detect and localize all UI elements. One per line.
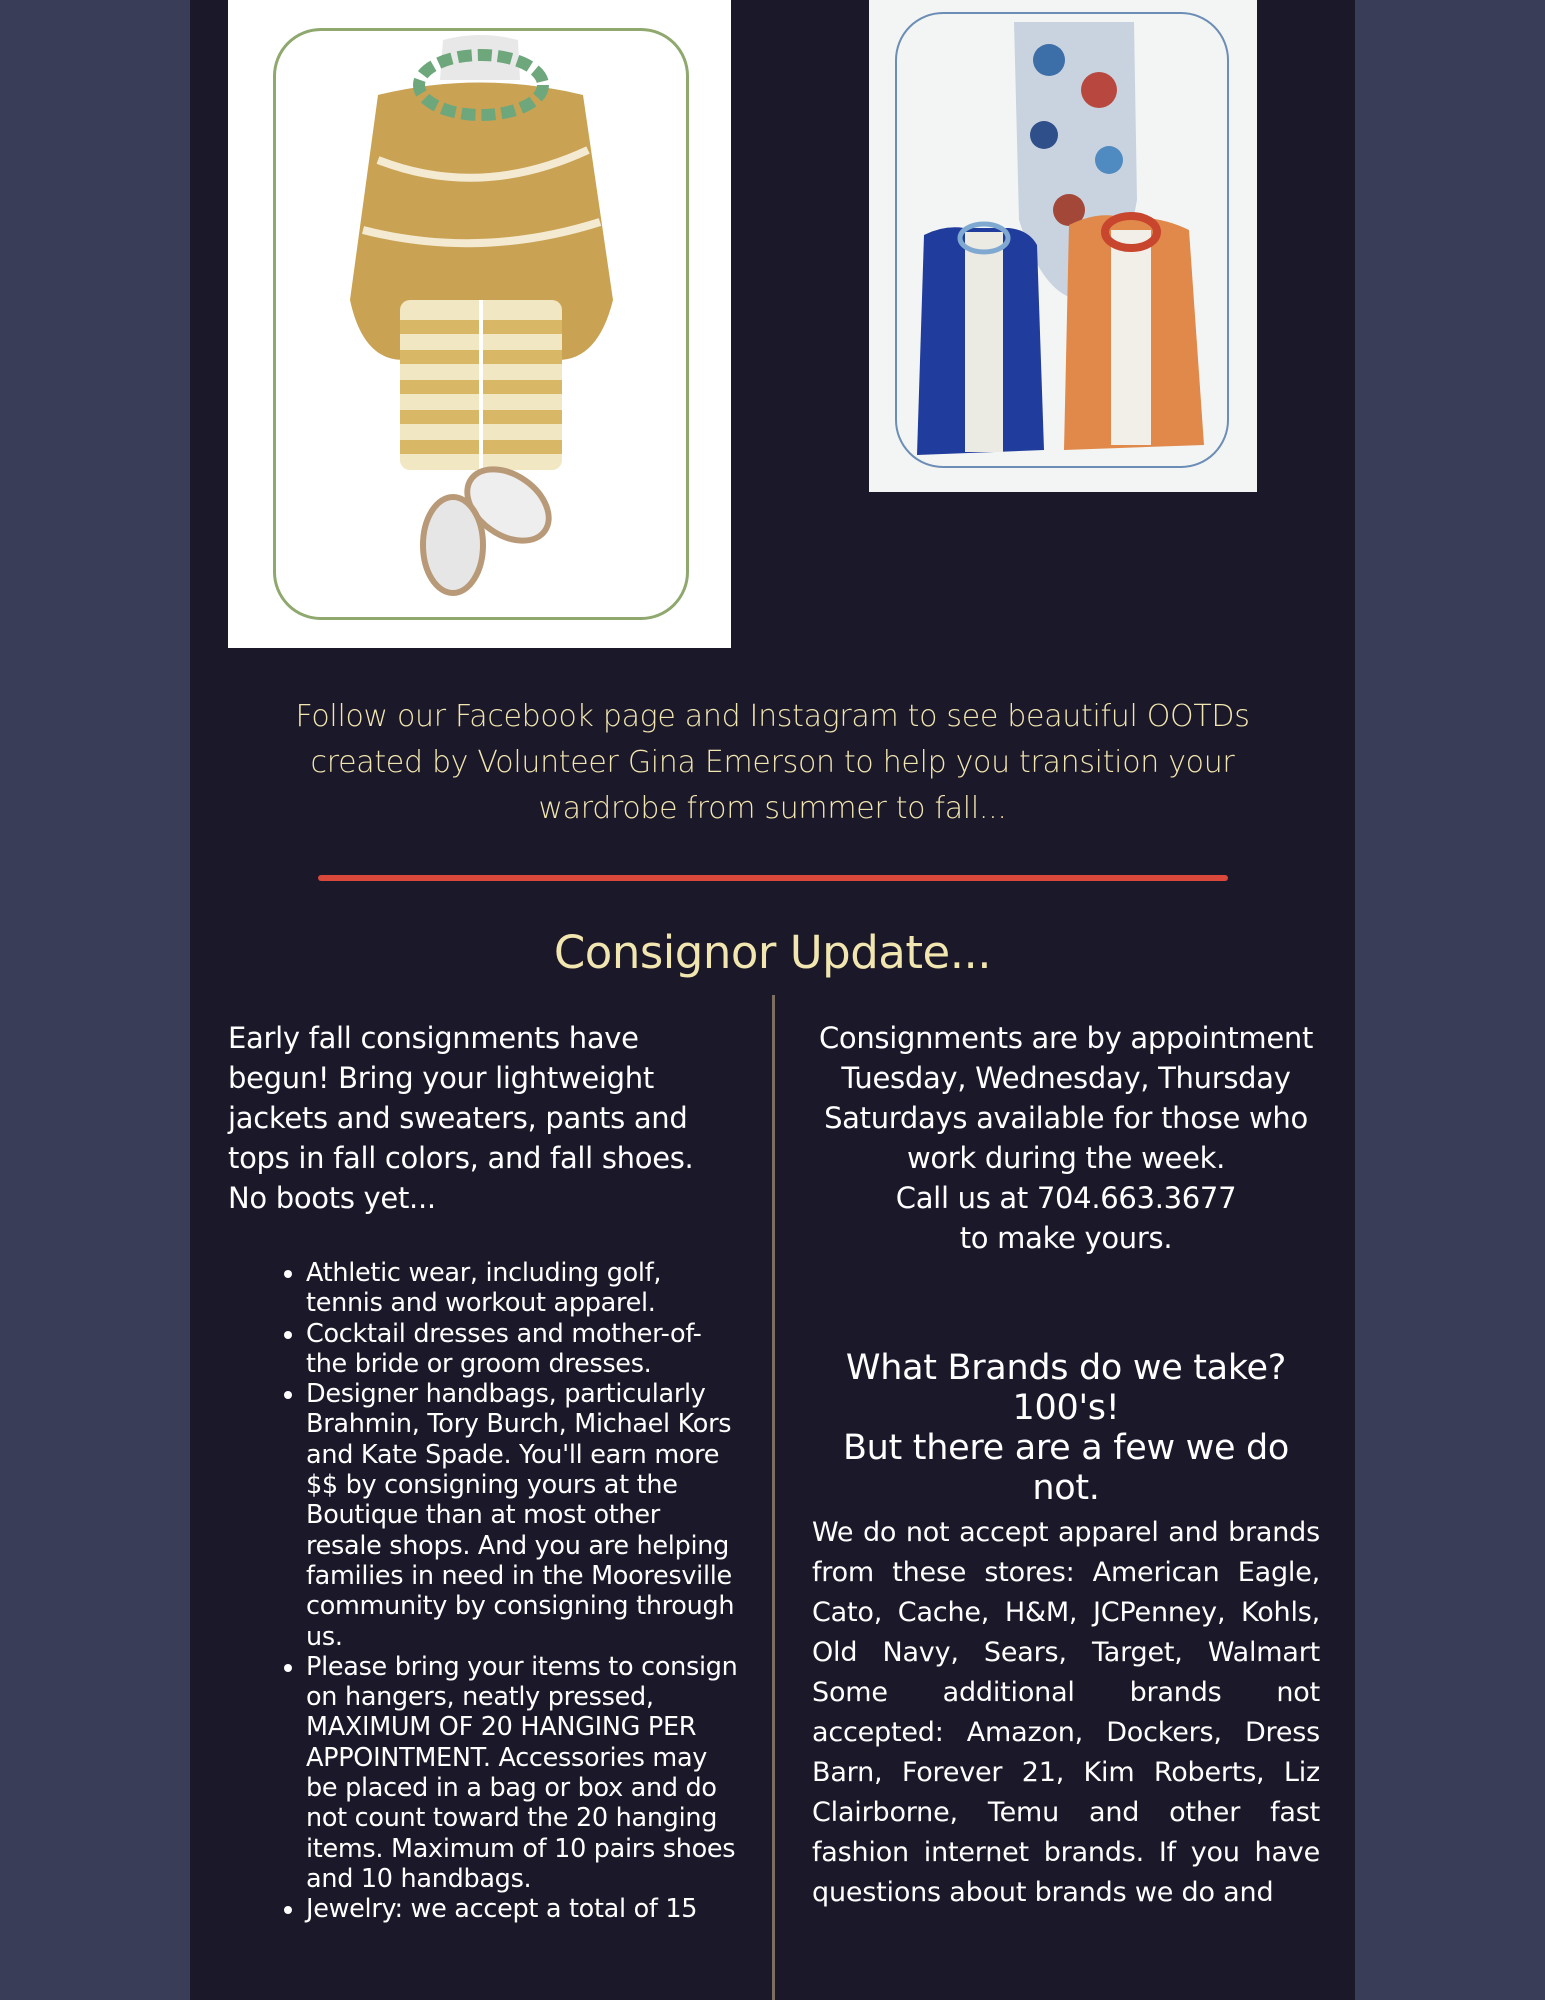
right-column — [812, 1018, 1320, 1913]
brands-heading-line: not. — [1032, 1468, 1100, 1508]
list-item: • Jewelry: we accept a total of 15 — [306, 1894, 738, 1924]
appointment-line: work during the week. — [906, 1141, 1226, 1175]
list-item: • Cocktail dresses and mother-of-the bride or groom dresses. — [306, 1319, 738, 1380]
list-item: • Please bring your items to consign on hangers, neatly pressed, MAXIMUM OF 20 HANGING PER APPOINTMENT. Accessories may be placed in a bag or box and do not count toward the 20 hanging items. Maximum of 10 pairs shoes and 10 handbags. — [306, 1652, 738, 1894]
social-follow-text — [250, 694, 1295, 832]
photo-frame-left — [273, 28, 689, 620]
newsletter-page — [190, 0, 1355, 2000]
section-divider-rule — [318, 875, 1228, 881]
excluded-brands-paragraph: We do not accept apparel and brands from these stores: American Eagle, Cato, Cache, H&M, JCPenney, Kohls, Old Navy, Sears, Target, Walmart Some additional brands not accepted: Amazon, Dockers, Dress Barn, Forever 21, Kim Roberts, Liz Clairborne, Temu and other fast fashion internet brands. If you have questions about brands we do and — [812, 1517, 1320, 1908]
brands-heading-line: 100's! — [1012, 1388, 1120, 1428]
brands-heading-line: But there are a few we do — [842, 1428, 1290, 1468]
brands-heading — [812, 1348, 1320, 1508]
appointment-info — [812, 1018, 1320, 1258]
consignor-update-heading: Consignor Update... — [553, 926, 992, 979]
consignment-lead-paragraph: Early fall consignments have begun! Bring your lightweight jackets and sweaters, pants and tops in fall colors, and fall shoes. No boots yet... — [228, 1021, 694, 1215]
outfit-photo-paisley-skirt — [869, 0, 1257, 492]
list-item: • Athletic wear, including golf, tennis and workout apparel. — [306, 1258, 738, 1319]
list-item: • Designer handbags, particularly Brahmin, Tory Burch, Michael Kors and Kate Spade. You'll earn more $$ by consigning yours at the Boutique than at most other resale shops. And you are helping families in need in the Mooresville community by consigning through us. — [306, 1379, 738, 1652]
appointment-line: to make yours. — [959, 1221, 1173, 1255]
brands-heading-line: What Brands do we take? — [845, 1348, 1287, 1388]
phone-line: Call us at 704.663.3677 — [895, 1181, 1237, 1215]
intro-line: wardrobe from summer to fall... — [538, 791, 1007, 826]
intro-line: Follow our Facebook page and Instagram to see beautiful OOTDs — [295, 699, 1250, 734]
intro-line: created by Volunteer Gina Emerson to help you transition your — [310, 745, 1235, 780]
appointment-line: Consignments are by appointment — [818, 1021, 1314, 1055]
appointment-line: Tuesday, Wednesday, Thursday — [841, 1061, 1291, 1095]
left-column — [228, 1018, 738, 1925]
column-divider — [772, 995, 775, 2000]
appointment-line: Saturdays available for those who — [824, 1101, 1308, 1135]
outfit-photo-mustard-top — [228, 0, 731, 648]
accepted-items-list — [228, 1258, 738, 1925]
photo-frame-right — [895, 12, 1229, 468]
